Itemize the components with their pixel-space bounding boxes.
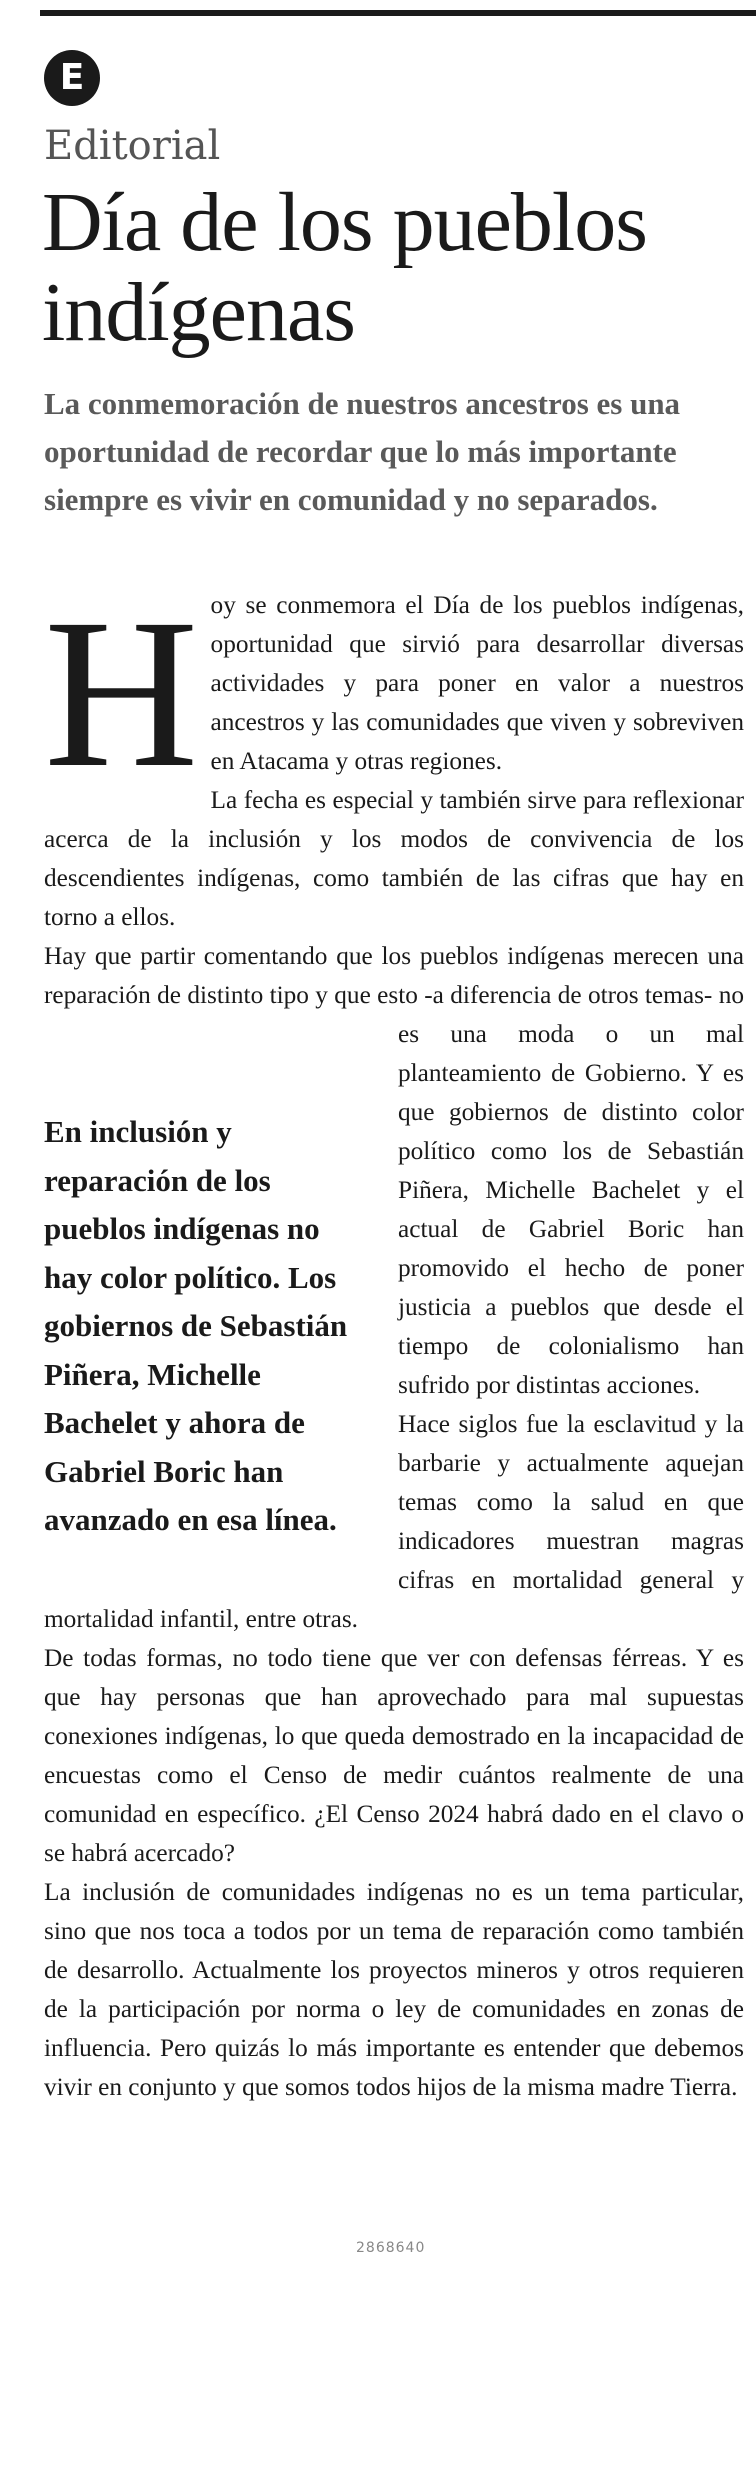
section-badge: E [44,50,100,106]
watermark-number: 2868640 [356,2240,426,2256]
deck: La conmemoración de nuestros ancestros es una oportunidad de recordar que lo más importante siempre es vivir en comunidad y no separados. [44,386,681,517]
paragraph: Hace siglos fue la esclavitud y la barbarie y actualmente aquejan temas como la salud en que indicadores muestran magras cifras en mortalidad general y mortalidad infantil, entre otras. [44,1410,744,1633]
paragraph: La fecha es especial y también sirve para reflexionar acerca de la inclusión y los modos de convivencia de los descendientes indígenas, como también de las cifras que hay en torno a ellos. [44,786,744,931]
headline: Día de los pueblos indígenas [42,176,647,359]
section-label: Editorial [44,123,221,169]
top-rule [40,10,756,16]
paragraph: Hay que partir comentando que los pueblos indígenas merecen una reparación de distinto tipo y que esto -a diferencia de otros temas- no es una moda o un mal planteamiento de Gobierno. Y es que gobiernos de distinto color político como los de Sebastián Piñera, Michelle Bachelet y el actual de Gabriel Boric han promovido el hecho de poner justicia a pueblos que desde el tiempo de colonialismo han sufrido por distintas acciones. [44,937,744,1405]
paragraph: La inclusión de comunidades indígenas no es un tema particular, sino que nos toca a todos por un tema de reparación como también de desarrollo. Actualmente los proyectos mineros y otros requieren de la participación por norma o ley de comunidades en zonas de influencia. Pero quizás lo más importante es entender que debemos vivir en conjunto y que somos todos hijos de la misma madre Tierra. [44,1878,744,2101]
paragraph: oy se conmemora el Día de los pueblos indígenas, oportunidad que sirvió para desarrollar diversas actividades y para poner en valor a nuestros ancestros y las comunidades que viven y sobreviven en Atacama y otras regiones. [210,591,744,775]
pull-quote: En inclusión y reparación de los pueblos indígenas no hay color político. Los gobiernos de Sebastián Piñera, Michelle Bachelet y ahora de Gabriel Boric han avanzado en esa línea. [44,1114,348,1537]
paragraph: De todas formas, no todo tiene que ver con defensas férreas. Y es que hay personas que han aprovechado para mal supuestas conexiones indígenas, lo que queda demostrado en la incapacidad de encuestas como el Censo de medir cuántos realmente de una comunidad en específico. ¿El Censo 2024 habrá dado en el clavo o se habrá acercado? [44,1644,744,1867]
drop-cap: H [44,575,199,812]
